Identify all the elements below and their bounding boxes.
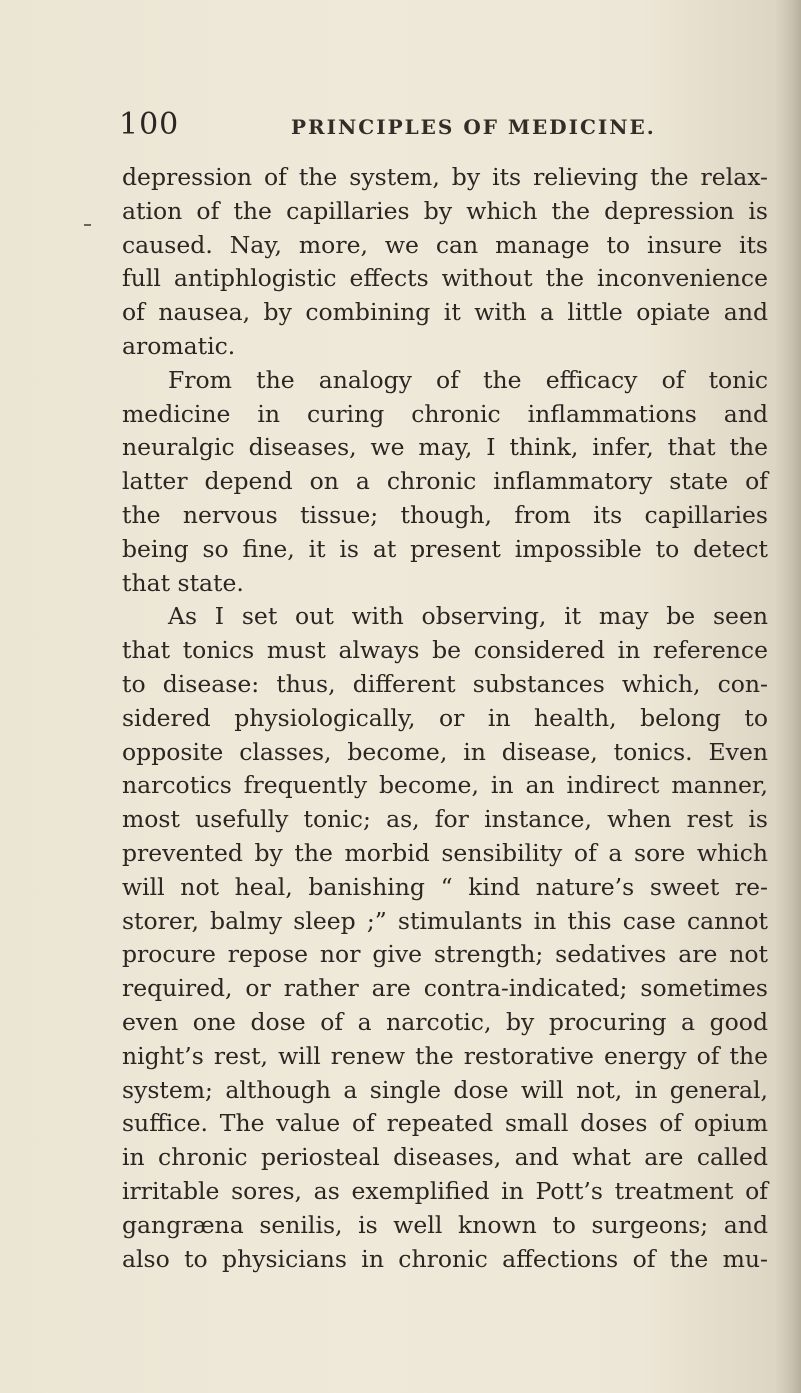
text-line: most usefully tonic; as, for instance, when rest is xyxy=(122,805,768,834)
text-line: prevented by the morbid sensibility of a sore which xyxy=(122,838,768,867)
text-line: gangræna senilis, is well known to surgeons; and xyxy=(122,1210,768,1239)
paragraph-start-line: As I set out with observing, it may be seen xyxy=(168,602,768,631)
text-line: that state. xyxy=(122,568,244,597)
text-line: full antiphlogistic effects without the inconvenience xyxy=(122,264,768,293)
text-line: storer, balmy sleep ;” stimulants in this case cannot xyxy=(122,906,768,935)
text-line: the nervous tissue; though, from its capillaries xyxy=(122,500,768,529)
text-line: opposite classes, become, in disease, tonics. Even xyxy=(122,737,768,766)
text-line: procure repose nor give strength; sedatives are not xyxy=(122,940,768,969)
text-line: medicine in curing chronic inflammations and xyxy=(122,399,768,428)
text-line: to disease: thus, different substances which, con- xyxy=(122,669,768,698)
text-line: system; although a single dose will not, in general, xyxy=(122,1075,768,1104)
page-header xyxy=(119,103,739,147)
text-line: being so fine, it is at present impossible to detect xyxy=(122,534,768,563)
text-line: narcotics frequently become, in an indirect manner, xyxy=(122,771,768,800)
text-line: also to physicians in chronic affections of the mu- xyxy=(122,1244,768,1273)
text-line: even one dose of a narcotic, by procuring a good xyxy=(122,1007,768,1036)
running-head: PRINCIPLES OF MEDICINE. xyxy=(291,115,656,139)
margin-mark xyxy=(84,224,91,226)
page-number: 100 xyxy=(119,107,180,142)
text-line: caused. Nay, more, we can manage to insure its xyxy=(122,230,768,259)
text-line: latter depend on a chronic inflammatory state of xyxy=(122,467,768,496)
text-line: night’s rest, will renew the restorative energy of the xyxy=(122,1041,768,1070)
text-line: depression of the system, by its relieving the relax- xyxy=(122,163,768,191)
text-line: of nausea, by combining it with a little opiate and xyxy=(122,298,768,327)
body-text xyxy=(122,161,768,1276)
text-line: will not heal, banishing “ kind nature’s sweet re- xyxy=(122,872,768,901)
spine-shadow xyxy=(775,0,801,1393)
text-line: required, or rather are contra-indicated; sometimes xyxy=(122,974,768,1003)
text-line: in chronic periosteal diseases, and what are called xyxy=(122,1143,768,1172)
text-line: suffice. The value of repeated small doses of opium xyxy=(122,1109,768,1138)
text-line: ation of the capillaries by which the depression is xyxy=(122,196,768,225)
paragraph-start-line: From the analogy of the efficacy of tonic xyxy=(168,365,768,394)
text-line: neuralgic diseases, we may, I think, infer, that the xyxy=(122,433,768,462)
text-line: sidered physiologically, or in health, belong to xyxy=(122,703,768,732)
text-line: irritable sores, as exemplified in Pott’s treatment of xyxy=(122,1176,768,1205)
text-line: aromatic. xyxy=(122,331,236,360)
text-line: that tonics must always be considered in reference xyxy=(122,636,768,665)
